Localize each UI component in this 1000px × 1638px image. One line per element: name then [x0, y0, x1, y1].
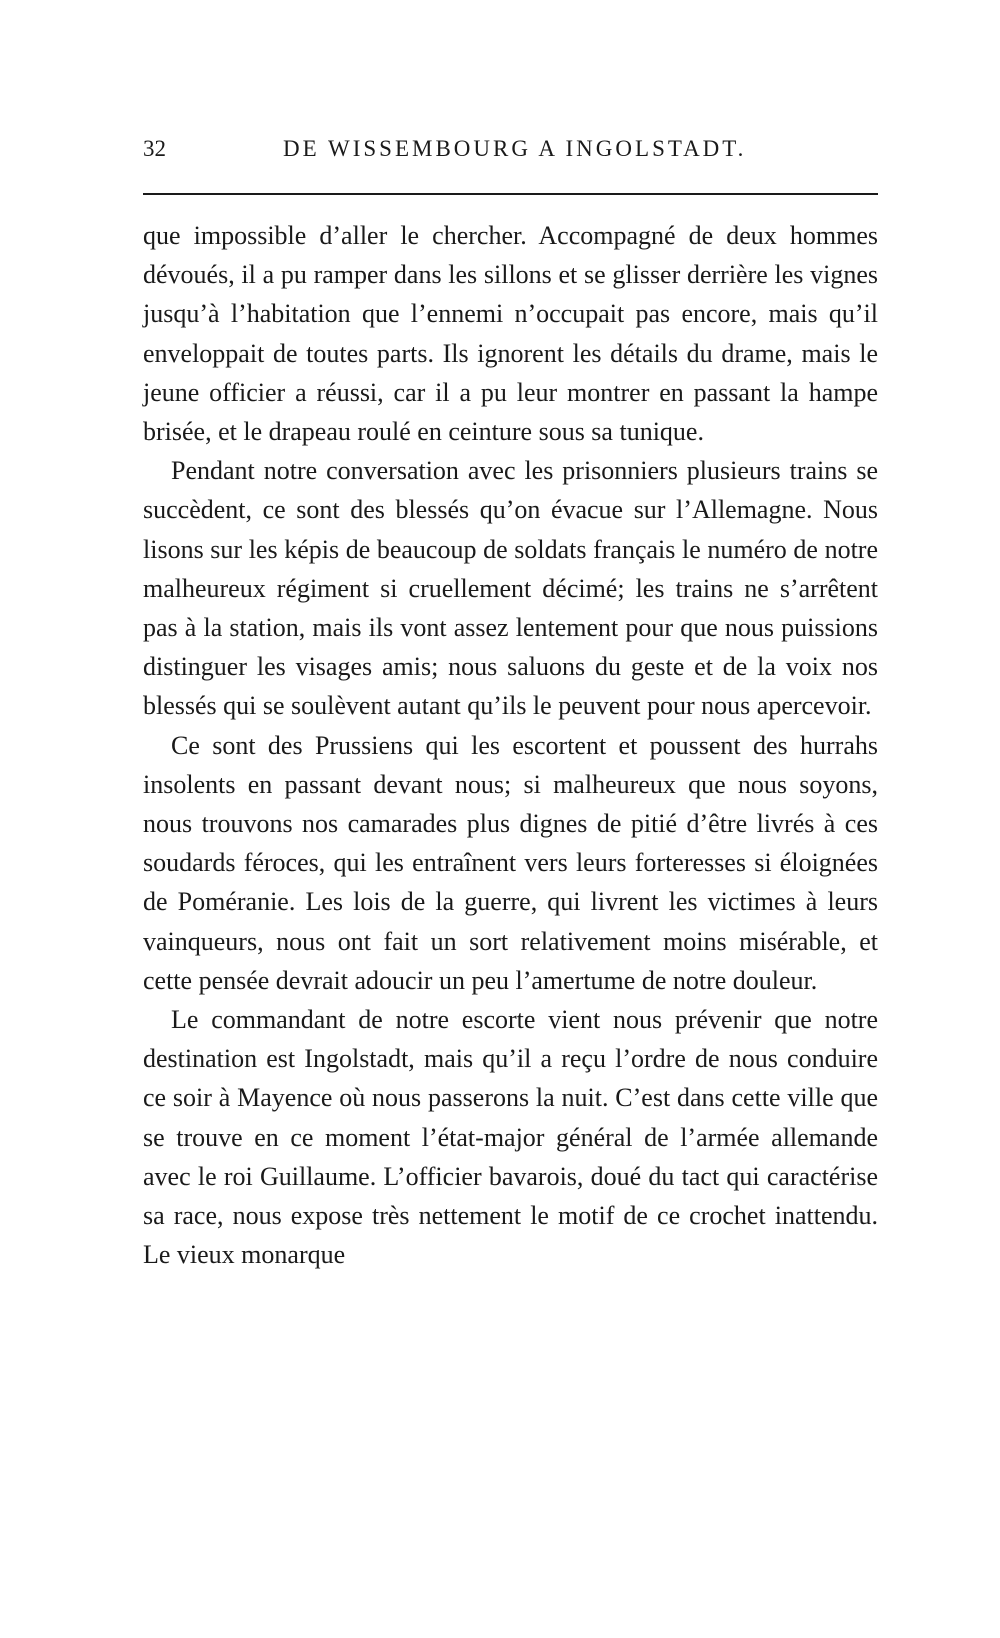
header-rule: [143, 193, 878, 195]
page-header: [143, 136, 883, 176]
running-head: DE WISSEMBOURG A INGOLSTADT.: [283, 136, 747, 161]
paragraph-3: Ce sont des Prussiens qui les escortent et poussent des hurrahs insolents en passant devant nous; si malheureux que nous soyons, nous trouvons nos camarades plus dignes de pitié d’être livrés à ces soudards féroces, qui les entraînent vers leurs forteresses si éloignées de Poméranie. Les lois de la guerre, qui livrent les victimes à leurs vainqueurs, nous ont fait un sort relativement moins misérable, et cette pensée devrait adoucir un peu l’amertume de notre douleur.: [143, 730, 878, 995]
body-text: [143, 216, 878, 1274]
page-number: 32: [143, 136, 166, 161]
paragraph-2: Pendant notre conversation avec les prisonniers plusieurs trains se succèdent, ce sont des blessés qu’on évacue sur l’Allemagne. Nous lisons sur les képis de beaucoup de soldats français le numéro de notre malheureux régiment si cruellement décimé; les trains ne s’arrêtent pas à la station, mais ils vont assez lentement pour que nous puissions distinguer les visages amis; nous saluons du geste et de la voix nos blessés qui se soulèvent autant qu’ils le peuvent pour nous apercevoir.: [143, 456, 878, 721]
paragraph-1: que impossible d’aller le chercher. Accompagné de deux hommes dévoués, il a pu ramper dans les sillons et se glisser derrière les vignes jusqu’à l’habitation que l’ennemi n’occupait pas encore, mais qu’il enveloppait de toutes parts. Ils ignorent les détails du drame, mais le jeune officier a réussi, car il a pu leur montrer en passant la hampe brisée, et le drapeau roulé en ceinture sous sa tunique.: [143, 221, 878, 447]
paragraph-4: Le commandant de notre escorte vient nous prévenir que notre destination est Ingolstadt, mais qu’il a reçu l’ordre de nous conduire ce soir à Mayence où nous passerons la nuit. C’est dans cette ville que se trouve en ce moment l’état-major général de l’armée allemande avec le roi Guillaume. L’officier bavarois, doué du tact qui caractérise sa race, nous expose très nettement le motif de ce crochet inattendu. Le vieux monarque: [143, 1005, 878, 1270]
